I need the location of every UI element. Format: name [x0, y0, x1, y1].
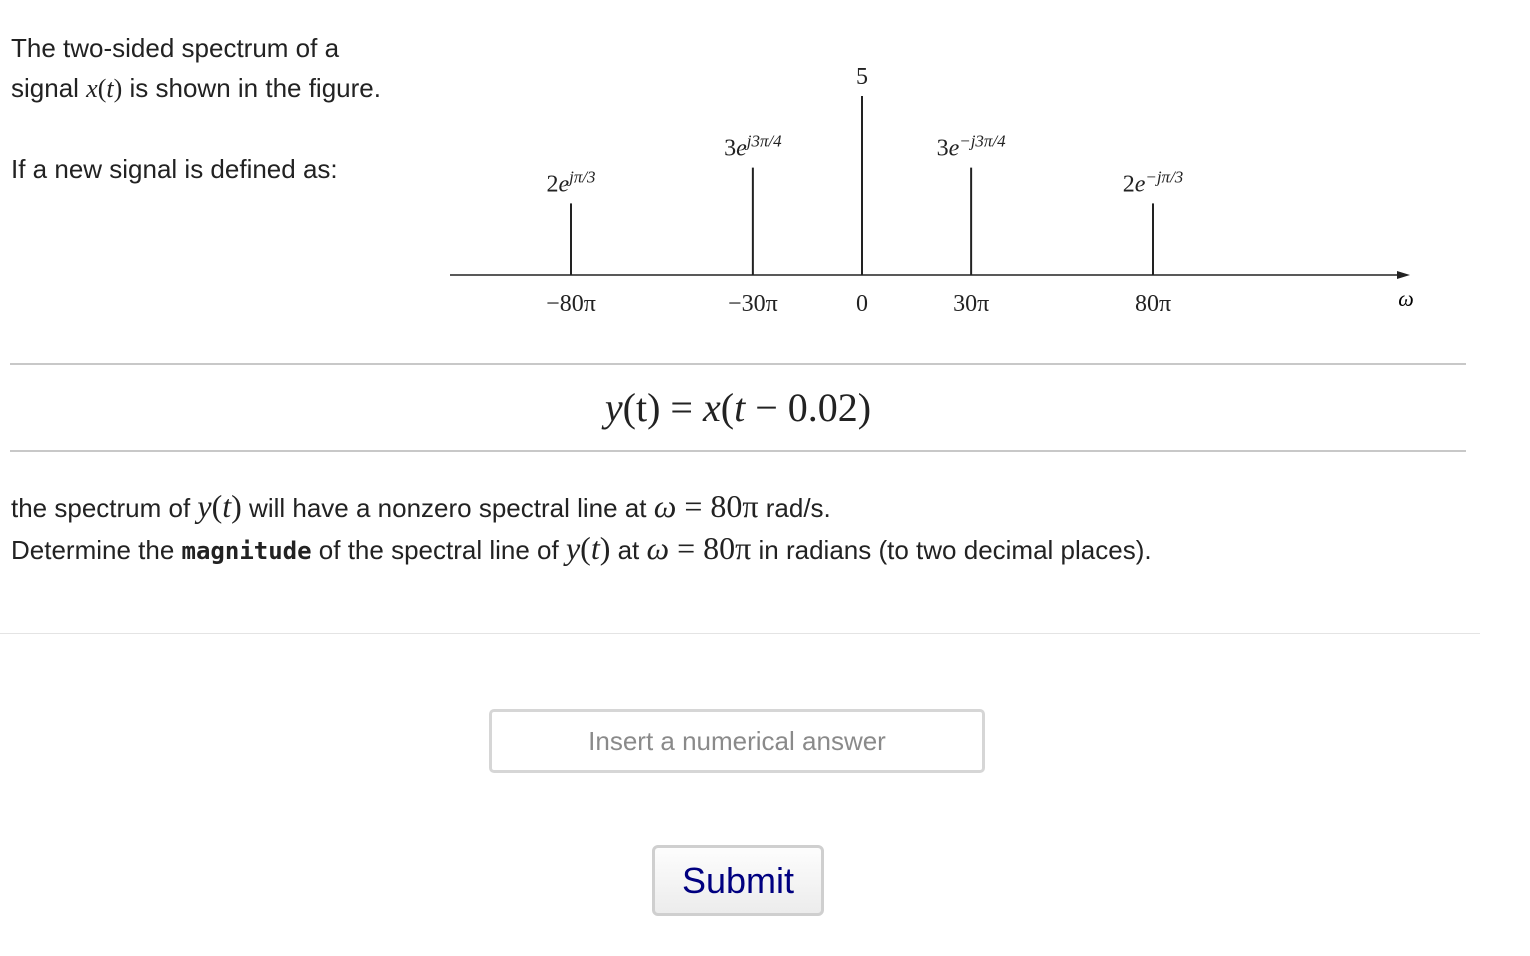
tick-label-2: 0 [856, 291, 868, 317]
intro-definition: If a new signal is defined as: [11, 154, 338, 184]
stem-label-4: $2e^{-j\pi/3}$ [1122, 167, 1184, 198]
divider-top [10, 363, 1466, 365]
stem-label-1: $3e^{j3\pi/4}$ [724, 131, 782, 162]
stem-lines [571, 96, 1153, 275]
divider-bottom [10, 450, 1466, 452]
axis-arrow-icon [1397, 271, 1410, 279]
question-line-2: Determine the magnitude of the spectral line of y(t) at ω = 80π in radians (to two decimal places). [11, 530, 1152, 566]
numerical-answer-input[interactable] [489, 709, 985, 773]
tick-label-0: −80π [546, 291, 596, 317]
omega-axis-label: ω [1398, 286, 1414, 311]
tick-labels [546, 291, 1171, 317]
stem-label-0: $2e^{j\pi/3}$ [546, 167, 596, 198]
question-text [11, 486, 1491, 571]
submit-button[interactable]: Submit [652, 845, 824, 916]
stem-label-2: 5 [856, 64, 868, 90]
spectrum-figure [0, 0, 1530, 340]
stem-labels [546, 64, 1183, 197]
stem-label-3: $3e^{-j3\pi/4}$ [936, 131, 1006, 162]
magnitude-keyword: magnitude [181, 537, 312, 565]
question-line-1: the spectrum of y(t) will have a nonzero spectral line at ω = 80π rad/s. [11, 488, 831, 524]
tick-label-3: 30π [953, 291, 990, 317]
section-divider [0, 633, 1480, 634]
tick-label-4: 80π [1134, 291, 1172, 317]
tick-label-1: −30π [728, 291, 778, 317]
intro-sentence: The two-sided spectrum of a signal x(t) is shown in the figure. [11, 33, 381, 103]
signal-equation: y(t) = x(t − 0.02) [604, 385, 872, 430]
